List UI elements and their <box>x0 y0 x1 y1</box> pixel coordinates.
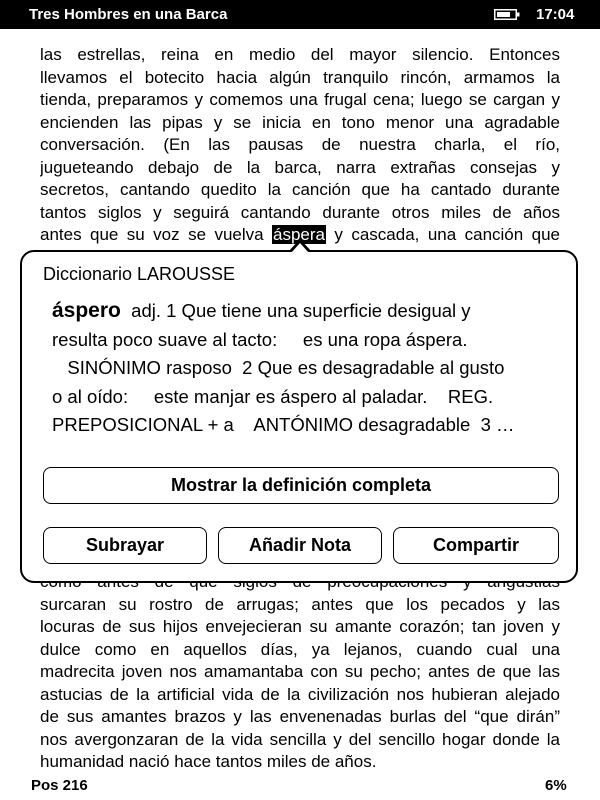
text-line: secretos, cantando quedito la canción que ha cantado durante <box>40 180 560 199</box>
text-line: de sus amantes brazos y las envenenadas burlas del “que dirán” <box>40 707 560 726</box>
clock: 17:04 <box>536 6 575 23</box>
definition-line: o al oído: este manjar es áspero al paladar. REG. <box>52 385 494 407</box>
page-text-top <box>40 44 560 247</box>
text-line: tienda, preparamos y comemos una frugal cena; luego se cargan y <box>40 90 560 109</box>
book-title: Tres Hombres en una Barca <box>29 6 228 23</box>
text-line: astucias de la artificial vida de la civilización nos hubieran alejado <box>40 684 560 704</box>
definition-line: SINÓNIMO rasposo 2 Que es desagradable al gusto <box>52 357 505 378</box>
status-bar <box>0 0 600 29</box>
definition-line: adj. 1 Que tiene una superficie desigual y <box>120 300 471 321</box>
dictionary-name: Diccionario LAROUSSE <box>43 264 236 284</box>
popup-pointer-fill <box>291 243 309 253</box>
text-line: llevamos el botecito hacia algún tranquilo rincón, armamos la <box>40 67 560 87</box>
text-line: las estrellas, reina en medio del mayor silencio. Entonces <box>40 45 560 64</box>
text-line: jugueteando debajo de la barca, narra extrañas consejas y <box>40 157 560 177</box>
show-full-definition-button[interactable]: Mostrar la definición completa <box>43 467 559 504</box>
text-line: conversación. (En las pausas de nuestra charla, el río, <box>40 135 560 154</box>
text-line: nos avergonzaran de la vida sencilla y del sencillo hogar donde la <box>40 729 560 749</box>
text-line: humanidad nació hace tantos miles de años. <box>40 752 377 771</box>
headword: áspero <box>52 299 121 322</box>
battery-icon <box>494 9 520 20</box>
definition-line: PREPOSICIONAL + a ANTÓNIMO desagradable 3 … <box>52 414 515 435</box>
page-text-bottom <box>40 571 560 774</box>
share-button[interactable]: Compartir <box>393 527 559 564</box>
text-after-selection: y cascada, una canción que <box>326 225 560 244</box>
selected-word[interactable]: áspera <box>273 225 325 244</box>
add-note-button[interactable]: Añadir Nota <box>218 527 382 564</box>
location-indicator: Pos 216 <box>31 777 88 794</box>
text-line: dulce como en aquellos días, ya lejanos, cuando cual una <box>40 639 560 659</box>
text-line: locuras de sus hijos envejecieran su amante corazón; tan joven y <box>40 617 560 636</box>
progress-percent: 6% <box>545 777 567 794</box>
underline-button[interactable]: Subrayar <box>43 527 207 564</box>
text-before-selection: antes que su voz se vuelva <box>40 225 273 244</box>
text-line: tantos siglos y seguirá cantando durante otros miles de años <box>40 202 560 222</box>
text-line: surcaran su rostro de arrugas; antes que los pecados y las <box>40 594 560 614</box>
dictionary-popup[interactable] <box>20 250 578 583</box>
text-line: encienden las pipas y se inicia en tono menor una agradable <box>40 112 560 132</box>
text-line: madrecita joven nos amamantaba con su pecho; antes de que las <box>40 662 560 681</box>
definition-text <box>52 297 542 440</box>
definition-line: resulta poco suave al tacto: es una ropa áspera. <box>52 328 468 350</box>
